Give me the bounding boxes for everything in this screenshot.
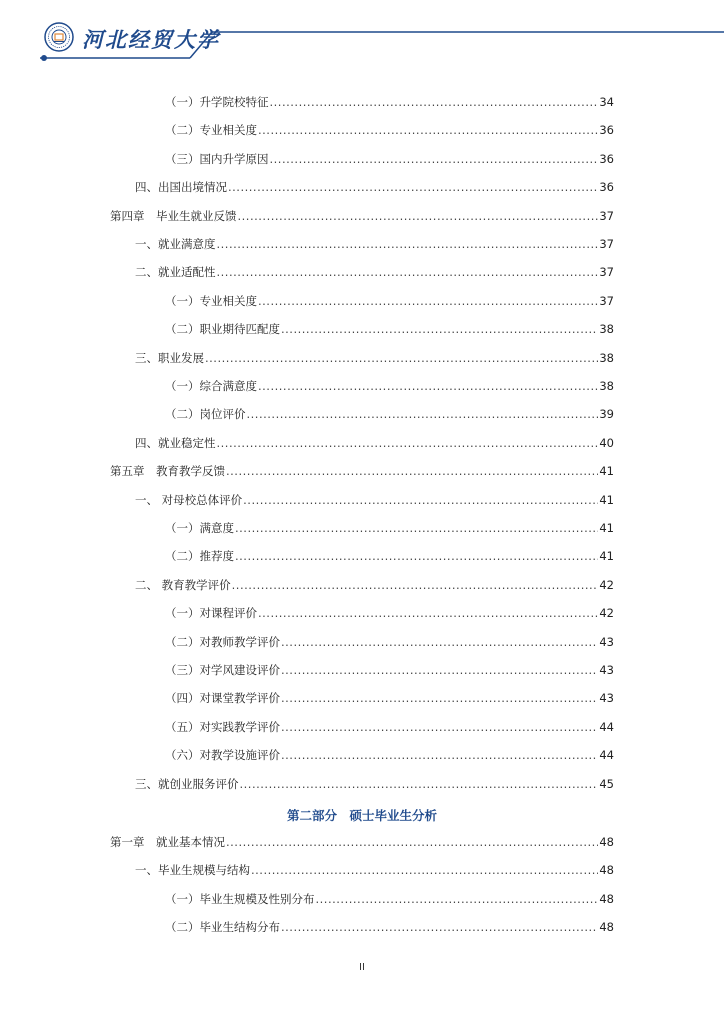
toc-entry-page: 48 (599, 835, 614, 849)
toc-entry-label: （二）专业相关度 (165, 123, 257, 138)
toc-entry-page: 41 (599, 521, 614, 535)
toc-leader-dots (228, 180, 598, 194)
toc-leader-dots (281, 691, 598, 705)
toc-entry[interactable] (165, 379, 614, 393)
toc-entry-label: 四、出国出境情况 (135, 180, 227, 195)
toc-entry[interactable] (135, 351, 614, 365)
toc-entry[interactable] (165, 152, 614, 166)
toc-leader-dots (240, 777, 599, 791)
toc-entry[interactable] (165, 549, 614, 563)
toc-entry-label: 一、就业满意度 (135, 237, 216, 251)
toc-entry[interactable] (135, 578, 614, 592)
toc-entry[interactable] (165, 720, 614, 734)
toc-entry[interactable] (165, 521, 614, 535)
toc-entry[interactable] (135, 777, 614, 791)
toc-entry-page: 41 (599, 464, 614, 479)
toc-entry-label: （一）综合满意度 (165, 379, 257, 393)
toc-leader-dots (217, 436, 599, 450)
toc-entry-page: 41 (599, 492, 614, 507)
toc-entry[interactable] (135, 237, 614, 251)
toc-entry-page: 42 (599, 577, 614, 592)
toc-entry[interactable] (165, 407, 614, 421)
toc-entry[interactable] (135, 493, 614, 507)
toc-entry-label: （二）毕业生结构分布 (165, 920, 280, 935)
toc-leader-dots (281, 720, 598, 734)
toc-entry-page: 34 (599, 95, 614, 109)
toc-leader-dots (235, 521, 598, 535)
part-heading: 第二部分 硕士毕业生分析 (286, 808, 437, 823)
toc-entry-page: 37 (599, 293, 614, 308)
toc-entry[interactable] (165, 294, 614, 308)
page-number: II (359, 962, 365, 973)
toc-leader-dots (258, 379, 598, 393)
toc-entry[interactable] (165, 95, 614, 109)
toc-entry-label: （三）对学风建设评价 (165, 663, 280, 677)
toc-entry-label: 第五章 教育教学反馈 (110, 464, 225, 479)
toc-entry[interactable] (135, 436, 614, 450)
toc-entry-label: 二、 教育教学评价 (135, 577, 231, 592)
toc-entry-label: 三、职业发展 (135, 350, 204, 365)
toc-entry-page: 37 (599, 265, 614, 280)
toc-entry[interactable] (165, 606, 614, 620)
toc-entry-label: （二）推荐度 (165, 549, 234, 564)
toc-leader-dots (247, 407, 599, 421)
toc-leader-dots (281, 635, 598, 649)
toc-entry-label: （一）对课程评价 (165, 606, 257, 621)
toc-leader-dots (281, 322, 598, 336)
toc-leader-dots (243, 493, 598, 507)
toc-entry-label: （二）职业期待匹配度 (165, 322, 280, 337)
toc-entry-label: 四、就业稳定性 (135, 435, 216, 450)
toc-entry[interactable] (135, 180, 614, 194)
toc-entry-label: （四）对课堂教学评价 (165, 691, 280, 706)
toc-entry-label: （一）专业相关度 (165, 293, 257, 308)
toc-leader-dots (217, 265, 599, 279)
toc-entry-page: 36 (599, 151, 614, 166)
toc-entry-page: 38 (599, 379, 614, 393)
university-name: 河北经贸大学 (82, 27, 220, 52)
toc-leader-dots (235, 549, 598, 563)
toc-entry[interactable] (110, 209, 614, 223)
toc-entry-page: 37 (599, 237, 614, 251)
toc-leader-dots (205, 351, 598, 365)
toc-entry[interactable] (165, 322, 614, 336)
toc-leader-dots (258, 606, 598, 620)
toc-entry[interactable] (165, 691, 614, 705)
toc-entry-page: 44 (599, 748, 614, 763)
toc-entry[interactable] (165, 123, 614, 137)
toc-entry-label: （三）国内升学原因 (165, 151, 269, 166)
toc-entry-label: （六）对教学设施评价 (165, 748, 280, 763)
toc-entry-page: 38 (599, 350, 614, 365)
toc-leader-dots (251, 863, 598, 877)
toc-entry-label: 一、毕业生规模与结构 (135, 863, 250, 878)
page-header (0, 0, 724, 70)
toc-entry[interactable] (165, 635, 614, 649)
university-emblem-icon (44, 22, 74, 52)
toc-entry-page: 39 (599, 407, 614, 422)
toc-leader-dots (217, 237, 599, 251)
toc-entry-label: （一）毕业生规模及性别分布 (165, 891, 315, 906)
toc-entry-page: 38 (599, 322, 614, 337)
toc-entry-label: 第一章 就业基本情况 (110, 835, 225, 849)
toc-entry-page: 42 (599, 606, 614, 621)
toc-leader-dots (281, 920, 598, 934)
toc-entry-page: 43 (599, 634, 614, 649)
toc-entry-label: （二）岗位评价 (165, 407, 246, 422)
toc-entry-page: 44 (599, 719, 614, 734)
toc-entry[interactable] (165, 663, 614, 677)
toc-leader-dots (226, 464, 598, 478)
toc-entry-page: 36 (599, 180, 614, 195)
toc-entry-page: 37 (599, 208, 614, 223)
toc-entry-page: 41 (599, 549, 614, 564)
toc-leader-dots (238, 209, 599, 223)
toc-entry[interactable] (165, 920, 614, 934)
toc-entry-page: 40 (599, 435, 614, 450)
toc-entry[interactable] (165, 748, 614, 762)
toc-entry[interactable] (135, 265, 614, 279)
toc-entry-label: 一、 对母校总体评价 (135, 492, 243, 507)
toc-entry-page: 36 (599, 123, 614, 138)
toc-leader-dots (281, 748, 598, 762)
toc-entry-label: （一）满意度 (165, 521, 234, 535)
toc-entry-label: 二、就业适配性 (135, 265, 216, 280)
toc-entry-page: 43 (599, 663, 614, 677)
toc-leader-dots (226, 835, 598, 849)
toc-leader-dots (281, 663, 598, 677)
toc-entry-label: （五）对实践教学评价 (165, 719, 280, 734)
toc-entry[interactable] (135, 863, 614, 877)
toc-leader-dots (270, 95, 599, 109)
toc-entry-page: 48 (599, 863, 614, 878)
toc-entry-page: 45 (599, 776, 614, 791)
toc-leader-dots (258, 123, 598, 137)
toc-entry-page: 43 (599, 691, 614, 706)
toc-entry-page: 48 (599, 891, 614, 906)
toc-leader-dots (258, 294, 598, 308)
toc-leader-dots (232, 578, 599, 592)
toc-entry-label: 三、就创业服务评价 (135, 776, 239, 791)
toc-entry-label: （一）升学院校特征 (165, 95, 269, 109)
toc-entry-label: （二）对教师教学评价 (165, 634, 280, 649)
toc-entry[interactable] (110, 464, 614, 478)
toc-entry-label: 第四章 毕业生就业反馈 (110, 208, 237, 223)
toc-leader-dots (316, 892, 599, 906)
toc-entry[interactable] (165, 892, 614, 906)
toc-entry[interactable] (110, 835, 614, 849)
toc-leader-dots (270, 152, 599, 166)
toc-entry-page: 48 (599, 920, 614, 935)
